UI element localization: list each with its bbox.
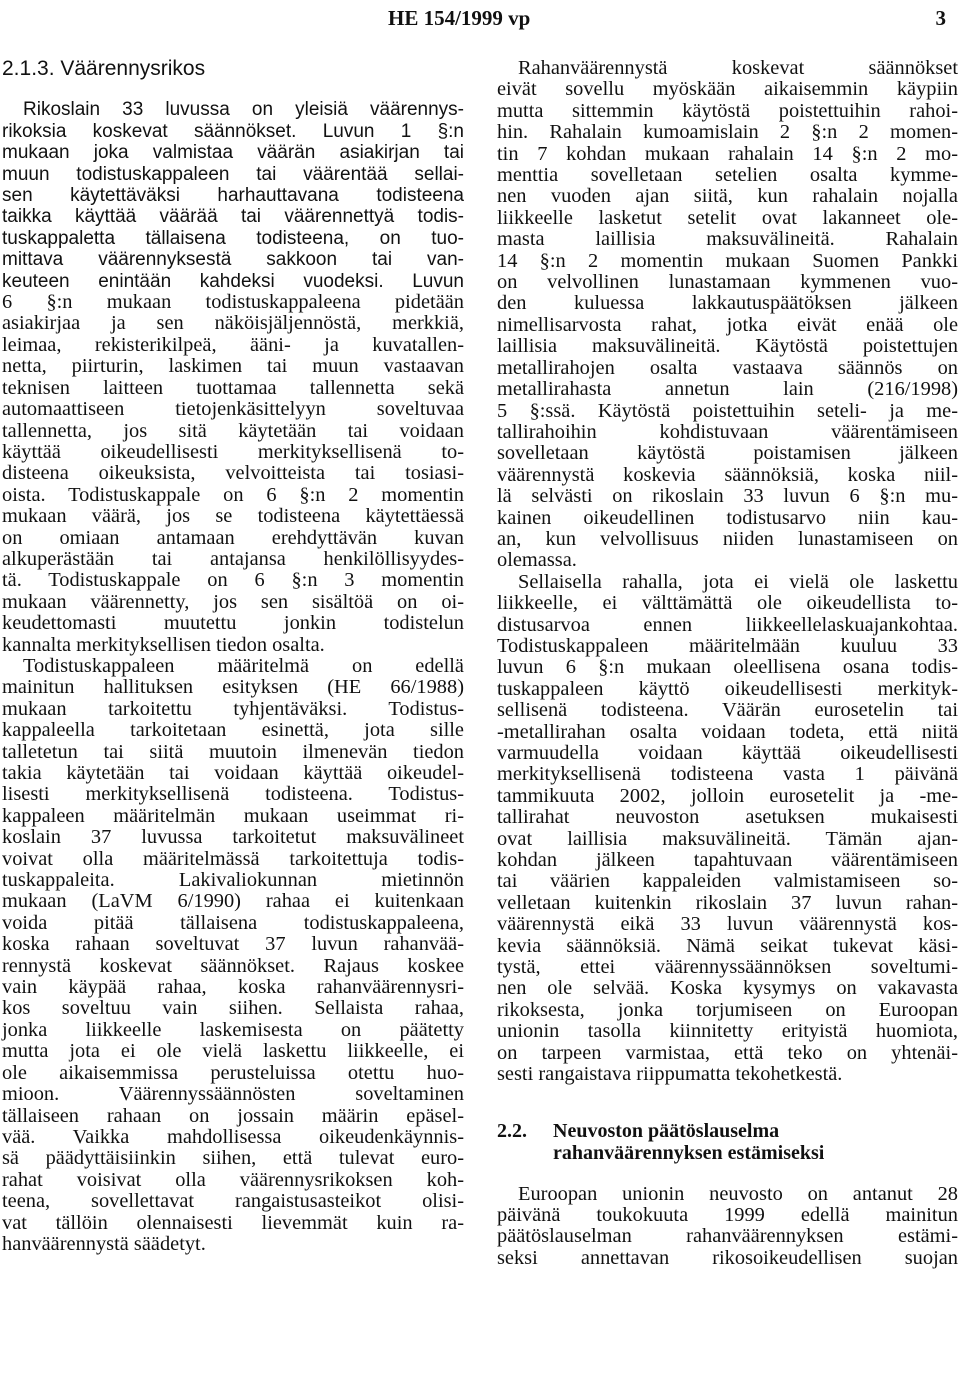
text-line: mukaan väärä, jos se todisteena käytettäessä [2,505,464,528]
text-line: olemassa. [497,549,577,572]
text-line: den kuluessa lakkautuspäätöksen jälkeen [497,292,958,315]
right-column-tail [497,1184,958,1270]
text-line: ole aikaisemmissa perusteluissa otettu huo- [2,1061,464,1084]
text-line: nen vuoden ajan siitä, kun rahalain nojalla [497,185,958,208]
section-heading-number: 2.2. [497,1119,527,1142]
text-line: leimaa, rekisterikilpeä, ääni- ja kuvatallen- [2,333,464,356]
text-line: Todistuskappaleen määritelmä on edellä [23,654,464,677]
text-line: lisesti merkityksellisenä todisteena. Todistus- [2,783,464,806]
text-line: tällaiseen rahaan on jossain määrin epäsel- [2,1104,464,1127]
right-column-body [497,58,958,1086]
text-line: väärennystä eikä 33 luvun väärennystä kos- [497,913,958,936]
text-line: väärennystä koskevia säännöksiä, koska niil- [497,463,958,486]
text-line: sä päädyttäisiinkin siihen, että tulevat euro- [2,1147,464,1170]
text-line: mainitun hallituksen esityksen (HE 66/1988) [2,676,464,699]
text-line: tammikuuta 2002, jolloin eurosetelit ja -me- [497,784,958,807]
text-line: mukaan tarkoitettu tyhjentäväksi. Todistus- [2,697,464,720]
text-line: teena, sovellettavat rangaistusasteikot olisi- [2,1190,464,1213]
text-line: rikoksia koskevat säännökset. Luvun 1 §:n [2,120,464,142]
text-line: 5 §:ssä. Käytöstä poistettuihin seteli- ja me- [497,399,958,422]
text-line: tallirahat neuvoston asetuksen mukaisesti [497,806,958,829]
text-line: kainen oikeudellinen todistusarvo niin kau- [497,506,958,529]
text-line: automaattiseen tietojenkäsittelyyn soveltuvaa [2,398,464,421]
text-line: rahat voisivat olla väärennysrikoksen koh- [2,1168,464,1191]
text-line: voida pitää tällaisena todistuskappaleena, [2,911,464,934]
text-line: mukaan (LaVM 6/1990) rahaa ei kuitenkaan [2,890,464,913]
text-line: luvun 6 §:n mukaan oleellisena osana todis- [497,656,958,679]
text-line: teknisen laitteen tuottamaa tallennetta sekä [2,376,464,399]
text-line: eivät sovellu myöskään aikaisemmin käypiin [497,78,958,101]
left-column [2,58,464,1255]
text-line: voivat olla määritelmässä tarkoitettuja todis- [2,847,464,870]
text-line: tuskappaletta tällaisena todisteena, on tuo- [2,227,464,249]
text-line: tuskappaleita. Lakivaliokunnan mietinnön [2,869,464,892]
text-line: Euroopan unionin neuvosto on antanut 28 [518,1182,958,1205]
text-line: velletaan kuitenkin rikoslain 37 luvun rahan- [497,891,958,914]
text-line: on tarpeen varmistaa, että teko on yhtenäi- [497,1041,958,1064]
text-line: mittava väärennyksestä sakkoon tai van- [2,249,464,271]
text-line: oista. Todistuskappale on 6 §:n 2 momentin [2,483,464,506]
heading-line: Neuvoston päätöslauselma [553,1119,780,1142]
text-line: menttia sovelletaan setelien osalta kymme- [497,164,958,187]
text-line: metallirahojen osalta vastaava säännös on [497,356,958,379]
text-line: koslain 37 luvussa tarkoitetut maksuvälineet [2,826,464,849]
text-line: nen ole selvää. Koska kysymys on vakavasta [497,977,958,1000]
text-line: Rahanväärennystä koskevat säännökset [518,57,958,79]
text-line: tin 7 kohdan mukaan rahalain 14 §:n 2 mo- [497,142,958,165]
text-line: ovat laillisia maksuvälineitä. Tämän ajan- [497,827,958,850]
text-line: on velvollinen lunastamaan kymmenen vuo- [497,271,958,294]
text-line: kannalta merkityksellisen tiedon osalta. [2,633,325,656]
text-line: sovelletaan käytöstä poistamisen jälkeen [497,442,958,465]
text-line: masta laillisia maksuvälineitä. Rahalain [497,228,958,251]
page-header [0,6,960,34]
text-line: tä. Todistuskappale on 6 §:n 3 momentin [2,569,464,592]
text-line: alkuperästään tai antajansa henkilöllisyydes- [2,547,464,570]
text-line: päätöslauselman rahanväärennyksen estämi- [497,1225,958,1248]
text-line: lä selvästi on rikoslain 33 luvun 6 §:n mu- [497,485,958,508]
left-column-body [2,99,464,1255]
text-line: merkityksellisenä todisteena vasta 1 päivänä [497,763,958,786]
text-line: unionin tasolla kiinnitetty erityistä huomiota, [497,1020,958,1043]
text-line: kappaleella tarkoitetaan esinettä, jota sille [2,719,464,742]
text-line: päivänä toukokuuta 1999 edellä mainitun [497,1203,958,1226]
text-line: kohdan jälkeen tapahtuvaan väärentämiseen [497,849,958,872]
text-line: jonka liikkeelle laskemisesta on päätetty [2,1018,464,1041]
text-line: liikkeelle lasketut setelit ovat lakanneet ole- [497,206,958,229]
text-line: kappaleen määritelmän mukaan useimmat ri- [2,804,464,827]
text-line: koska rahaan soveltuvat 37 luvun rahanvää- [2,933,464,956]
text-line: vain käypää rahaa, koska rahanväärennysri- [2,976,464,999]
text-line: distusarvoa ennen liikkeellelaskuajankohtaa. [497,613,958,636]
section-heading-title [553,1120,958,1164]
text-line: kevia säännöksiä. Nämä seikat tukevat käsi- [497,934,958,957]
text-line: 6 §:n mukaan todistuskappaleena pidetään [2,291,464,314]
text-line: keuteen enintään kahdeksi vuodeksi. Luvun [2,270,464,292]
text-line: mukaan väärennetty, jos sen sisältöä on oi- [2,590,464,613]
text-line: tallennetta, jos sitä käytetään tai voidaan [2,419,464,442]
text-line: muun todistuskappaleen tai väärentää sellai- [2,163,464,185]
text-line: tuskappaleen käyttö oikeudellisesti merkityk- [497,677,958,700]
text-line: laillisia maksuvälineitä. Käytöstä poistettujen [497,335,958,358]
text-line: mioon. Väärennyssäännösten soveltaminen [2,1083,464,1106]
text-line: vat tällöin olennaisesti lievemmät kuin ra- [2,1211,464,1234]
text-line: nimellisarvosta rahat, jotka eivät enää ole [497,313,958,336]
text-line: asiakirjaa ja sen näköisjäljennöstä, merkkiä, [2,312,464,335]
page-number: 3 [935,6,946,30]
text-line: liikkeelle, ei välttämättä ole oikeudellista to- [497,592,958,615]
text-line: seksi annettavan rikosoikeudellisen suojan [497,1246,958,1269]
text-line: vää. Vaikka mahdollisessa oikeudenkäynnis- [2,1125,464,1148]
section-title: 2.1.3. Väärennysrikos [2,57,206,80]
text-line: sen käytettäväksi harhauttavana todisteena [2,185,464,207]
text-line: -metallirahan osalta voidaan todeta, että niitä [497,720,958,743]
text-line: tallirahoihin kohdistuvaan väärentämiseen [497,420,958,443]
document-id: HE 154/1999 vp [388,6,531,30]
text-line: netta, piirturin, laskimen tai muun vastaavan [2,355,464,378]
text-line: rennystä koskevat säännökset. Rajaus koskee [2,954,464,977]
text-line: tai väärien kappaleiden valmistamiseen so- [497,870,958,893]
text-line: keudettomasti muutettu jonkin todistelun [2,612,464,635]
text-line: varmuudella voidaan käyttää oikeudellisesti [497,742,958,764]
text-line: käyttää oikeudellisesti merkityksellisenä to- [2,440,464,463]
text-line: disteena oikeuksista, velvoitteista tai tosiasi- [2,462,464,485]
text-line: on omiaan antamaan erehdyttävän kuvan [2,526,464,549]
right-column [497,58,958,1269]
text-line: rikoksesta, jonka torjumiseen on Euroopan [497,998,958,1021]
text-line: mukaan joka valmistaa väärän asiakirjan tai [2,142,464,164]
text-line: Todistuskappaleen määritelmään kuuluu 33 [497,634,958,657]
text-line: mutta jota ei ole vielä laskettu liikkeelle, ei [2,1040,464,1063]
text-line: hanväärennystä säädetyt. [2,1232,206,1255]
text-line: Rikoslain 33 luvussa on yleisiä väärennys- [23,99,464,121]
text-line: hin. Rahalain kumoamislain 2 §:n 2 momen- [497,121,958,144]
section-heading [497,1120,958,1164]
text-line: mutta sittemmin käytöstä poistettuihin rahoi- [497,99,958,122]
text-line: kos soveltuu vain siihen. Sellaista rahaa, [2,997,464,1020]
text-line: sesti rangaistava riippumatta tekohetkestä. [497,1063,843,1086]
text-line: sellisenä todisteena. Väärän eurosetelin tai [497,699,958,722]
text-line: an, kun velvollisuus niiden lunastamiseen on [497,527,958,550]
text-line: talletetun tai siitä muutoin ilmenevän tiedon [2,740,464,763]
text-line: 14 §:n 2 momentin mukaan Suomen Pankki [497,249,958,272]
text-line: takia käytetään tai voidaan käyttää oikeudel- [2,762,464,784]
text-line: metallirahasta annetun lain (216/1998) [497,378,958,401]
text-line: Sellaisella rahalla, jota ei vielä ole laskettu [518,570,958,593]
heading-line: rahanväärennyksen estämiseksi [553,1141,825,1164]
text-line: tystä, ettei väärennyssäännöksen soveltumi- [497,956,958,979]
text-line: taikka käyttää väärää tai väärennettyä todis- [2,206,464,228]
